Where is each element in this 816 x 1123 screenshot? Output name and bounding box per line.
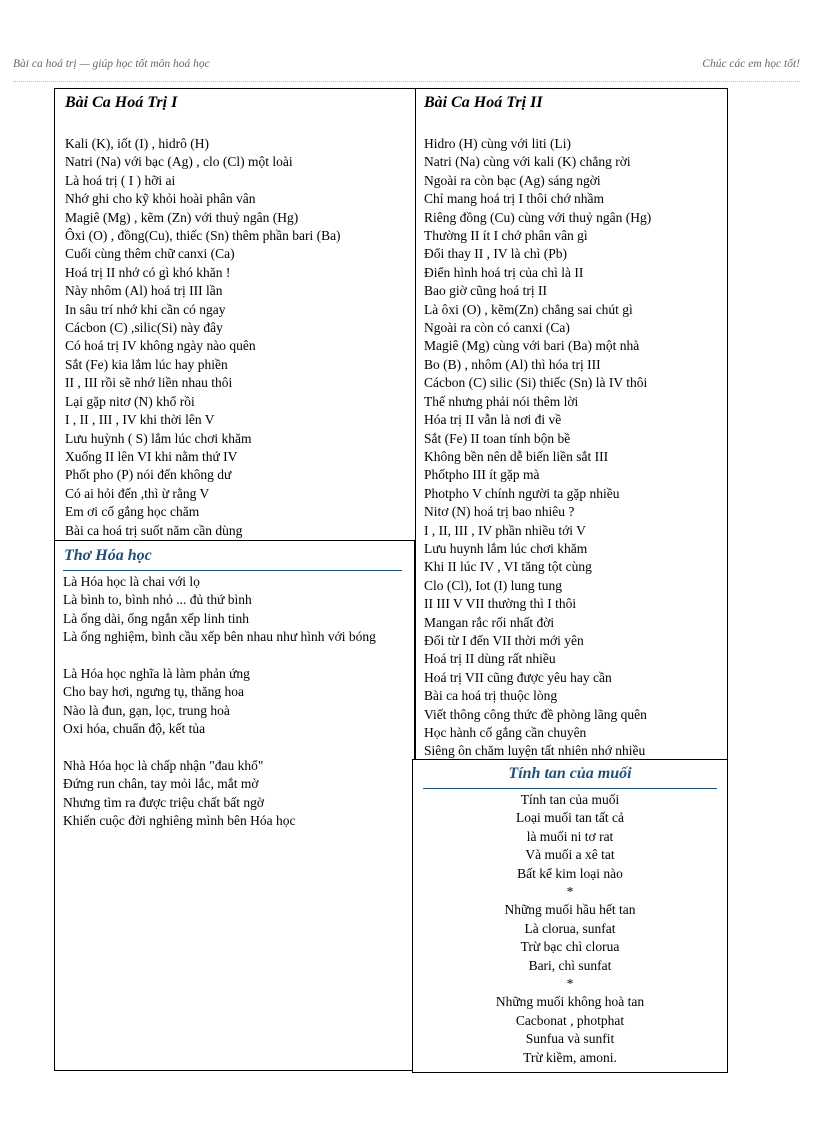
poem3-lines <box>63 573 393 831</box>
poem-line: Natri (Na) cùng với kali (K) chẳng rời <box>424 154 631 170</box>
poem-line: Bài ca hoá trị suốt năm cần dùng <box>65 522 243 538</box>
stanza-gap <box>63 739 393 757</box>
poem-line: Này nhôm (Al) hoá trị III lần <box>65 283 223 299</box>
poem-line: Lưu huỳnh ( S) lắm lúc chơi khăm <box>65 430 252 446</box>
stanza-gap <box>63 647 393 665</box>
poem-line: Tính tan của muối <box>520 792 620 807</box>
poem-line: Học hành cố gắng cần chuyên <box>424 725 587 740</box>
poem-line: Ngoài ra còn có canxi (Ca) <box>424 320 570 336</box>
poem-line: Đổi thay II , IV là chì (Pb) <box>424 246 567 262</box>
poem-line: Và muối a xê tat <box>525 847 615 863</box>
poem-line: Lại gặp nitơ (N) khổ rồi <box>65 393 195 409</box>
poem1-title: Bài Ca Hoá Trị I <box>65 94 178 111</box>
poem-line: Là clorua, sunfat <box>524 920 616 936</box>
poem-line: Natri (Na) với bạc (Ag) , clo (Cl) một loài <box>65 154 293 170</box>
poem4-lines <box>413 791 727 1067</box>
poem-line: Mangan rắc rối nhất đời <box>424 614 555 630</box>
poem-line: Hidro (H) cùng với liti (Li) <box>424 136 571 151</box>
poem-line: Riêng đồng (Cu) cùng với thuỷ ngân (Hg) <box>424 209 652 225</box>
poem-box-tinh-tan-cua-muoi <box>412 759 728 1073</box>
poem-line: Có hoá trị IV không ngày nào quên <box>65 338 256 354</box>
poem-box-hoa-tri-2 <box>415 88 728 760</box>
poem-line: Bất kể kim loại nào <box>517 865 623 881</box>
poem-line: Sắt (Fe) II toan tính bộn bề <box>424 430 571 446</box>
poem-line: Kali (K), iốt (I) , hidrô (H) <box>65 136 209 151</box>
poem-line: Bài ca hoá trị thuộc lòng <box>424 688 558 704</box>
poem-line: Hoá trị II nhớ có gì khó khăn ! <box>65 264 231 280</box>
poem-line: Là ôxi (O) , kẽm(Zn) chẳng sai chút gì <box>424 301 633 317</box>
poem-line: Bo (B) , nhôm (Al) thì hóa trị III <box>424 356 601 372</box>
poem-line: là muối ni tơ rat <box>526 828 614 844</box>
poem-box-hoa-tri-1 <box>54 88 416 541</box>
poem-line: Là Hóa học nghĩa là làm phản ứng <box>63 666 250 682</box>
title-underline <box>423 788 717 789</box>
header-right-text: Chúc các em học tốt! <box>702 58 800 70</box>
poem-line: Nào là đun, gạn, lọc, trung hoà <box>63 702 230 718</box>
poem-box-tho-hoa-hoc <box>54 540 415 1071</box>
poem-line: Hóa trị II vẫn là nơi đi về <box>424 412 562 428</box>
poem-line: Trừ kiềm, amoni. <box>523 1049 617 1065</box>
poem-line: I , II , III , IV khi thời lên V <box>65 412 215 428</box>
poem2-lines <box>424 135 651 761</box>
poem-line: Lưu huynh lắm lúc chơi khăm <box>424 540 588 556</box>
poem-line: Là Hóa học là chai với lọ <box>63 574 200 589</box>
poem-line: Xuống II lên VI khi nằm thứ IV <box>65 448 238 464</box>
poem-line: I , II, III , IV phần nhiều tới V <box>424 522 586 538</box>
poem-line: Photpho V chính người ta gặp nhiều <box>424 485 620 501</box>
poem-line: Đứng run chân, tay mỏi lắc, mắt mờ <box>63 776 259 792</box>
poem-line: Nhà Hóa học là chấp nhận "đau khổ" <box>63 758 264 774</box>
poem2-title: Bài Ca Hoá Trị II <box>424 94 543 111</box>
poem-line: Loại muối tan tất cả <box>516 810 624 826</box>
poem-line: II III V VII thường thì I thôi <box>424 596 577 612</box>
header-left-text: Bài ca hoá trị — giúp học tốt môn hoá học <box>13 58 210 70</box>
poem-line: Chỉ mang hoá trị I thôi chớ nhầm <box>424 191 604 207</box>
poem-line: Đổi từ I đến VII thời mới yên <box>424 632 584 648</box>
poem-line: * <box>566 884 574 900</box>
poem-line: Ngoài ra còn bạc (Ag) sáng ngời <box>424 172 601 188</box>
poem-line: II , III rồi sẽ nhớ liền nhau thôi <box>65 375 233 391</box>
poem-line: Ôxi (O) , đồng(Cu), thiếc (Sn) thêm phần bari (Ba) <box>65 228 341 244</box>
poem-line: Clo (Cl), Iot (I) lung tung <box>424 577 562 593</box>
poem-line: Oxi hóa, chuẩn độ, kết tủa <box>63 721 206 737</box>
poem-line: Trừ bạc chì clorua <box>520 939 620 955</box>
poem-line: Không bền nên dễ biến liền sắt III <box>424 448 609 464</box>
poem-line: Cuối cùng thêm chữ canxi (Ca) <box>65 246 235 262</box>
poem3-title: Thơ Hóa học <box>64 547 152 564</box>
poem-line: Viết thông công thức đề phòng lãng quên <box>424 706 647 722</box>
poem-line: Bao giờ cũng hoá trị II <box>424 283 547 299</box>
header-rule <box>13 81 800 82</box>
poem-line: Siêng ôn chăm luyện tất nhiên nhớ nhiều <box>424 743 646 759</box>
poem-line: In sâu trí nhớ khi cần có ngay <box>65 301 226 317</box>
poem-line: Hoá trị VII cũng được yêu hay cần <box>424 669 612 685</box>
poem-line: Hoá trị II dùng rất nhiều <box>424 651 556 667</box>
title-underline <box>63 570 402 571</box>
poem-line: Phốtpho III ít gặp mà <box>424 467 540 483</box>
poem-line: Cácbon (C) silic (Si) thiếc (Sn) là IV thôi <box>424 375 648 391</box>
poem-line: Là bình to, bình nhỏ ... đủ thứ bình <box>63 592 252 608</box>
poem-line: Nitơ (N) hoá trị bao nhiêu ? <box>424 504 575 520</box>
poem-line: Nhớ ghi cho kỹ khỏi hoài phân vân <box>65 191 256 207</box>
poem-line: Sắt (Fe) kia lắm lúc hay phiền <box>65 356 228 372</box>
poem-line: Cácbon (C) ,silic(Si) này đây <box>65 320 223 336</box>
poem-line: Thế nhưng phải nói thêm lời <box>424 393 579 409</box>
poem1-lines <box>65 135 341 540</box>
poem-line: Nhưng tìm ra được triệu chất bất ngờ <box>63 794 264 810</box>
poem-line: Là ống nghiệm, bình cầu xếp bên nhau như hình với bóng <box>63 629 376 645</box>
poem-line: Điển hình hoá trị của chì là II <box>424 264 584 280</box>
poem-line: Sunfua và sunfit <box>525 1031 615 1047</box>
poem-line: Là hoá trị ( I ) hỡi ai <box>65 172 176 188</box>
poem-line: Thường II ít I chớ phân vân gì <box>424 228 588 244</box>
poem-line: Những muối không hoà tan <box>495 994 645 1010</box>
poem-line: Những muối hầu hết tan <box>504 902 636 918</box>
poem-line: Bari, chì sunfat <box>528 957 612 973</box>
poem-line: Là ống dài, ống ngắn xếp linh tinh <box>63 610 249 626</box>
poem-line: Khiến cuộc đời nghiêng mình bên Hóa học <box>63 813 296 829</box>
poem-line: * <box>566 976 574 992</box>
poem-line: Phốt pho (P) nói đến không dư <box>65 467 232 483</box>
poem-line: Cacbonat , photphat <box>515 1012 625 1028</box>
poem-line: Cho bay hơi, ngưng tụ, thăng hoa <box>63 684 244 700</box>
poem4-title: Tính tan của muối <box>508 765 632 782</box>
poem-line: Khi II lúc IV , VI tăng tột cùng <box>424 559 592 575</box>
poem-line: Có ai hỏi đến ,thì ừ rằng V <box>65 485 210 501</box>
poem-line: Em ơi cố gắng học chăm <box>65 504 200 520</box>
poem-line: Magiê (Mg) cùng với bari (Ba) một nhà <box>424 338 640 354</box>
poem-line: Magiê (Mg) , kẽm (Zn) với thuỷ ngân (Hg) <box>65 209 299 225</box>
